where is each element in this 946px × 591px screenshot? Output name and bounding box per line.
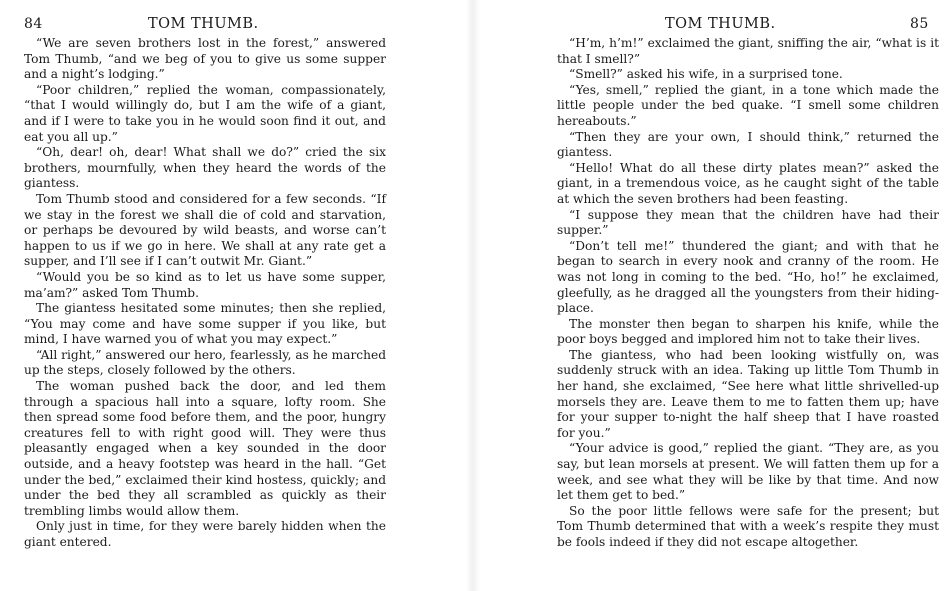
paragraph: The giantess hesitated some minutes; then she replied, “You may come and have some supper if you like, but mind, I have warned you of what you may expect.” — [24, 301, 386, 347]
paragraph: “Yes, smell,” replied the giant, in a tone which made the little people under the bed quake. “I smell some children hereabouts.” — [557, 82, 939, 128]
paragraph: “Oh, dear! oh, dear! What shall we do?” cried the six brothers, mournfully, when they heard the words of the giantess. — [24, 145, 386, 191]
paragraph: The woman pushed back the door, and led them through a spacious hall into a square, lofty room. She then spread some food before them, and the poor, hungry creatures fell to with right good will. They were thus pleasantly engaged when a key sounded in the door outside, and a heavy footstep was heard in the hall. “Get under the bed,” exclaimed their kind hostess, quickly; and under the bed they all scrambled as quickly as their trembling limbs would allow them. — [24, 379, 386, 518]
paragraph: “Your advice is good,” replied the giant. “They are, as you say, but lean morsels at present. We will fatten them up for a week, and see what they will be like by that time. And now let them get to bed.” — [557, 441, 939, 503]
paragraph: “Smell?” asked his wife, in a surprised tone. — [569, 67, 843, 82]
paragraph: “All right,” answered our hero, fearlessly, as he marched up the steps, closely followed by the others. — [24, 347, 386, 378]
left-page-number: 84 — [24, 16, 43, 32]
paragraph: “I suppose they mean that the children have had their supper.” — [557, 207, 939, 238]
right-page-body — [557, 36, 939, 551]
paragraph: The monster then began to sharpen his knife, while the poor boys begged and implored him not to take their lives. — [557, 316, 939, 347]
paragraph: The giantess, who had been looking wistfully on, was suddenly struck with an idea. Taking up little Tom Thumb in her hand, she exclaimed, “See here what little shrivelled-up morsels they are. Leave them to me to fatten them up; have for your supper to-night the half sheep that I have roasted for you.” — [557, 347, 939, 440]
paragraph: “Poor children,” replied the woman, compassionately, “that I would willingly do, but I am the wife of a giant, and if I were to take you in he would soon find it out, and eat you all up.” — [24, 82, 386, 144]
paragraph: “H’m, h’m!” exclaimed the giant, sniffing the air, “what is it that I smell?” — [557, 36, 939, 66]
paragraph: “Would you be so kind as to let us have some supper, ma’am?” asked Tom Thumb. — [24, 269, 386, 300]
left-running-title: TOM THUMB. — [148, 16, 259, 32]
paragraph: So the poor little fellows were safe for the present; but Tom Thumb determined that with a week’s respite they must be fools indeed if they did not escape altogether. — [557, 503, 939, 549]
paragraph: “We are seven brothers lost in the forest,” answered Tom Thumb, “and we beg of you to give us some supper and a night’s lodging.” — [24, 36, 386, 82]
paragraph: “Don’t tell me!” thundered the giant; and with that he began to search in every nook and cranny of the room. He was not long in coming to the bed. “Ho, ho!” he exclaimed, gleefully, as he dragged all the youngsters from their hiding-place. — [557, 238, 939, 316]
paragraph: “Hello! What do all these dirty plates mean?” asked the giant, in a tremendous voice, as he caught sight of the table at which the seven brothers had been feasting. — [557, 160, 939, 206]
paragraph: “Then they are your own, I should think,” returned the giantess. — [557, 129, 939, 160]
left-page-body — [24, 36, 386, 551]
right-page — [473, 0, 946, 591]
right-page-number: 85 — [910, 16, 929, 32]
paragraph: Tom Thumb stood and considered for a few seconds. “If we stay in the forest we shall die of cold and starvation, or perhaps be devoured by wild beasts, and worse can’t happen to us if we go in here. We shall at any rate get a supper, and I’ll see if I can’t outwit Mr. Giant.” — [24, 191, 386, 269]
left-page-header — [24, 14, 473, 36]
paragraph: Only just in time, for they were barely hidden when the giant entered. — [24, 519, 386, 549]
right-running-title: TOM THUMB. — [665, 16, 776, 32]
right-page-header — [557, 14, 946, 36]
